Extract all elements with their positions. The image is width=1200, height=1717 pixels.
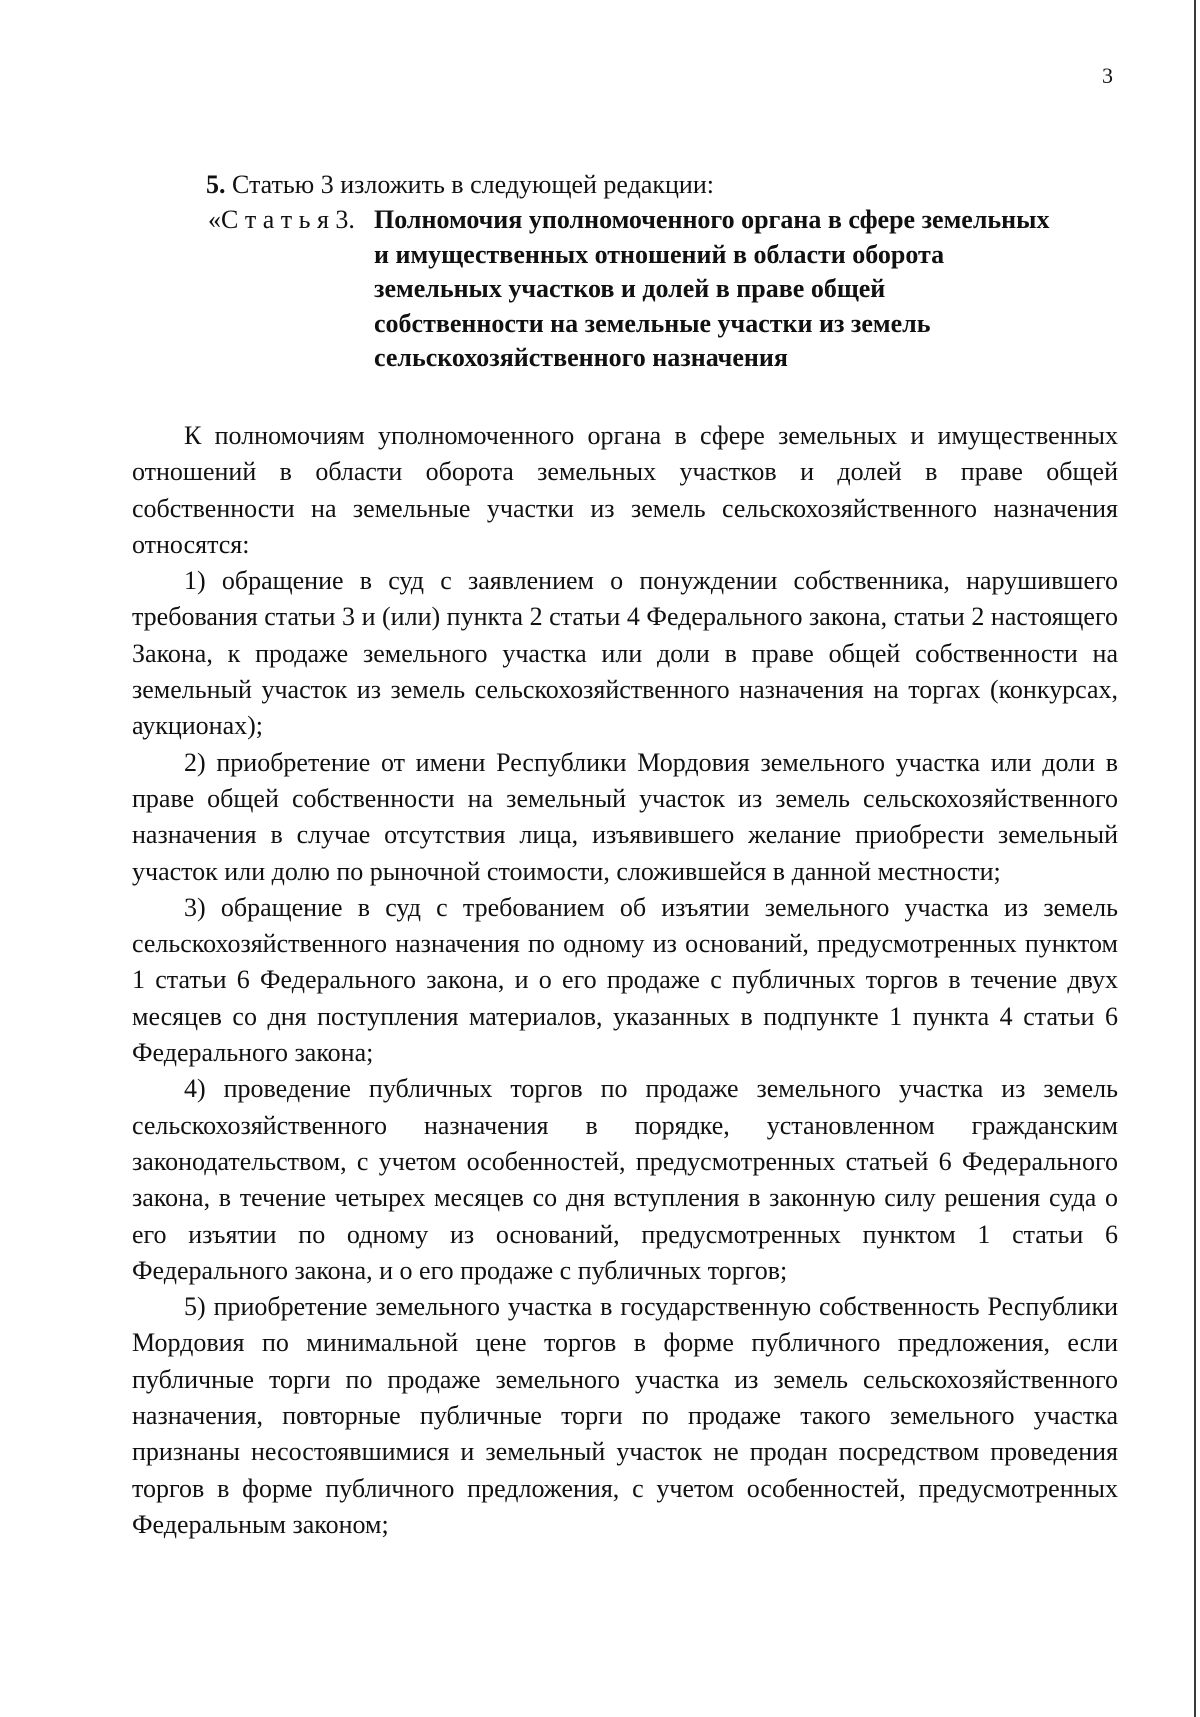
intro-paragraph: К полномочиям уполномоченного органа в сфере земельных и имущественных отношений в области оборота земельных участков и долей в праве общей собственности на земельные участки из земель сельскохозяйственного назначения относятся: — [132, 421, 1118, 559]
amendment-text: Статью 3 изложить в следующей редакции: — [232, 170, 714, 199]
article-title-line: собственности на земельные участки из земель — [374, 308, 931, 338]
amendment-number: 5. — [206, 170, 226, 199]
list-item-2: 2) приобретение от имени Республики Мордовия земельного участка или доли в праве общей собственности на земельный участок из земель сельскохозяйственного назначения в случае отсутствия лица, изъявившего желание приобрести земельный участок или долю по рыночной стоимости, сложившейся в данной местности; — [132, 747, 1118, 886]
article-label: «С т а т ь я 3. — [208, 205, 355, 234]
article-body — [132, 418, 1118, 1543]
article-title-line: сельскохозяйственного назначения — [374, 343, 788, 372]
article-title — [374, 203, 1134, 376]
article-title-line: и имущественных отношений в области оборота — [374, 239, 945, 269]
article-title-line: земельных участков и долей в праве общей — [374, 274, 886, 303]
list-item-3: 3) обращение в суд с требованием об изъятии земельного участка из земель сельскохозяйственного назначения по одному из оснований, предусмотренных пунктом 1 статьи 6 Федерального закона, и о его продаже с публичных торгов в течение двух месяцев со дня поступления материалов, указанных в подпункте 1 пункта 4 статьи 6 Федерального закона; — [132, 892, 1118, 1068]
list-item-5: 5) приобретение земельного участка в государственную собственность Республики Мордовия по минимальной цене торгов в форме публичного предложения, если публичные торги по продаже земельного участка из земель сельскохозяйственного назначения, повторные публичные торги по продаже такого земельного участка признаны несостоявшимися и земельный участок не продан посредством проведения торгов в форме публичного предложения, с учетом особенностей, предусмотренных Федеральным законом; — [132, 1292, 1118, 1539]
article-title-line: Полномочия уполномоченного органа в сфере земельных — [374, 205, 1050, 234]
amendment-instruction — [206, 168, 714, 202]
list-item-4: 4) проведение публичных торгов по продаже земельного участка из земель сельскохозяйственного назначения в порядке, установленном гражданским законодательством, с учетом особенностей, предусмотренных статьей 6 Федерального закона, в течение четырех месяцев со дня вступления в законную силу решения суда о его изъятии по одному из оснований, предусмотренных пунктом 1 статьи 6 Федерального закона, и о его продаже с публичных торгов; — [132, 1074, 1118, 1285]
page-number: 3 — [1102, 63, 1113, 88]
list-item-1: 1) обращение в суд с заявлением о понуждении собственника, нарушившего требования статьи 3 и (или) пункта 2 статьи 4 Федерального закона, статьи 2 настоящего Закона, к продаже земельного участка или доли в праве общей собственности на земельный участок из земель сельскохозяйственного назначения на торгах (конкурсах, аукционах); — [132, 566, 1118, 741]
page-edge-line — [1194, 0, 1196, 1717]
